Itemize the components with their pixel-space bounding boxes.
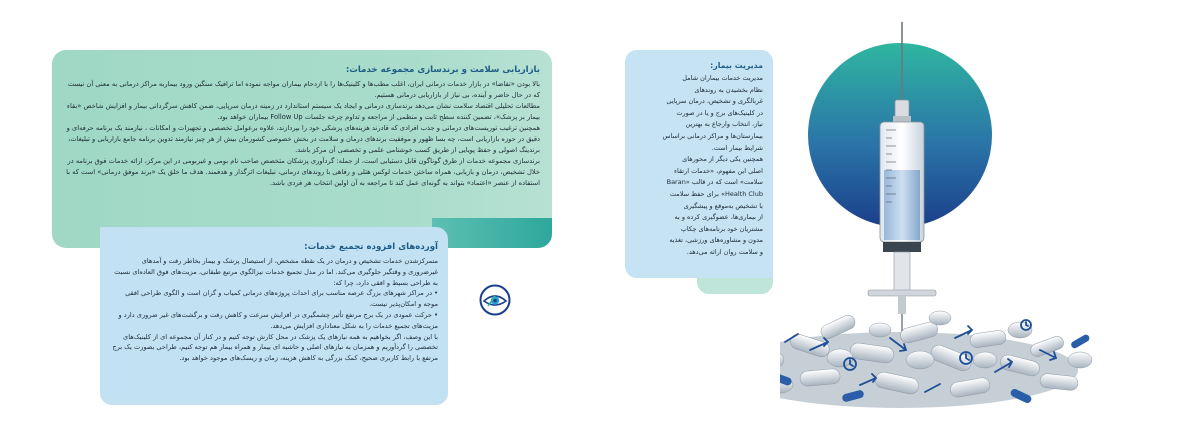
pm-line: مشتریان خود برنامه‌های چکاپ <box>680 224 763 233</box>
plunger-head <box>883 242 921 252</box>
pm-line: نظام بخشیدن به روندهای <box>694 85 763 94</box>
marketing-card <box>52 50 552 248</box>
marketing-paragraph: برندسازی مجموعه خدمات از طرق گوناگون قابل دستیابی است، از جمله: گردآوری پزشکان متخصص صاحب نام بومی و غیربومی در این مرکز، ارائه خدمات فوق برنامه در خلال تشخیص، درمان و بازیابی، همراه ساختن خدمات لوکس هتلی و رفاهی با روندهای درمانی، تبلیغات اثرگذار و هدفمند. هدف ما خلق یک «برند موفق درمانی» است که با استفاده از عنصر «اعتماد» بتواند به گونه‌ای عمل کند تا مراجعه به آن اولین انتخاب هر فردی باشد. <box>66 157 540 187</box>
eye-logo-icon <box>479 284 511 316</box>
marketing-title: بازاریابی سلامت و برندسازی مجموعه خدمات: <box>345 65 540 75</box>
services-item: با این وصف، اگر بخواهیم به همه نیازهای یک پزشک در محل کارش توجه کنیم و در کنار آن مجموعه ای از کلینیک‌های تخصصی را گردآوریم و همزمان به نیازهای اصلی و حاشیه ای بیمار و همراه بیمار هم توجه کنیم، طراحی بصورت یک برج مرتفع با رابط کاربری صحیح، کمک بزرگی به کاهش هزینه، زمان و ریسک‌های موجود خواهد بود. <box>112 332 438 363</box>
pm-line: همچنین یکی دیگر از محورهای <box>682 155 763 164</box>
syringe-fluid <box>884 170 920 240</box>
marketing-paragraph: مطالعات تحلیلی اقتصاد سلامت نشان می‌دهد برندسازی درمانی و ایجاد یک سیستم استاندارد در زمینه درمان سرپایی، ضمن کاهش سرگردانی بیمار و افزایش شاخص «بقاء بیمار بر پزشک»، تضمین کننده سطح ثابت و منظمی از مراجعه و تداوم چرخه جلسات Follow Up بیماران خواهد بود. <box>66 102 540 121</box>
card-accent <box>432 218 552 248</box>
pm-line: در کلینیک‌های برج و یا در صورت <box>676 108 763 117</box>
pm-line: Health Club» برای حفظ سلامت <box>669 189 763 198</box>
pm-line: از بیماری‌ها، عضوگیری کرده و به <box>674 213 763 222</box>
marketing-paragraph: همچنین ترغیب توریست‌های درمانی و جذب افرادی که قادرند هزینه‌های پزشکی خود را بپردازند، علاوه برعوامل تخصصی و تجهیزات و امکانات ، نیازمند یک برنامه حرفه‌ای و دقیق در حوزه بازاریابی است، چه بسا ظهور و موفقیت برندهای درمان و سلامت در بخش خصوصی کشورمان بیش از هر چیز نیازمند تدوین برنامه جامع بازاریابی و تبلیغات، برندینگ اصولی و حفظ پویایی از طریق کسب خوشنامی علمی و تخصصی آن مرکز باشد. <box>66 124 540 154</box>
pm-title: مدیریت بیمار: <box>710 61 763 70</box>
marketing-paragraph: بالا بودن «تقاضا» در بازار خدمات درمانی ایران، اغلب مطب‌ها و کلینیک‌ها را با ازدحام بیماران مواجه نموده اما ترافیک سنگین ورود بیماربه مراکز درمانی به معنی آن نیست که در حال حاضر و آینده، بی نیاز از بازاریابی درمانی هستیم. <box>67 80 540 99</box>
services-item: • حرکت عمودی در یک برج مرتفع تأثیر چشمگیری در افزایش سرعت و کاهش رفت و برگشت‌های غیر ضروری دارد و مزیت‌های تجمیع خدمات را به شکل معناداری افزایش می‌دهد. <box>118 310 438 330</box>
pm-line: با تشخیص به‌موقع و پیشگیری <box>683 201 763 210</box>
pm-line: مدون و مشاوره‌های ورزشی، تغذیه <box>669 236 763 245</box>
pm-line: مدیریت خدمات بیماران شامل <box>682 74 763 82</box>
plunger-rod <box>894 252 910 292</box>
services-item: • در مراکز شهرهای بزرگ عرصه مناسب برای احداث پروژه‌های درمانی کمیاب و گران است و الگوی طراحی افقی موجه و امکان‌پذیر نیست. <box>125 289 438 309</box>
pm-line: و سلامت روان ارائه می‌دهد. <box>686 247 763 256</box>
syringe-illustration <box>780 20 1160 415</box>
pm-line: نیاز، انتخاب وارجاع به بهترین <box>685 120 763 129</box>
patient-management-card <box>625 50 773 278</box>
pm-line: اصلی این مفهوم، «خدمات ارتقاء <box>673 166 763 175</box>
services-title: آورده‌های افزوده تجمیع خدمات: <box>304 242 438 252</box>
finger-flange <box>868 290 936 296</box>
services-item: متمرکزشدن خدمات تشخیص و درمان در یک نقطه مشخص، از استیصال پزشک و بیمار بخاطر رفت و آمدهای غیرضروری و وقتگیر جلوگیری می‌کند. اما در مدل تجمیع خدمات نیزالگوی مرتبع طبقاتی، مزیت‌های فوق العاده‌ای نسبت به طراحی بسیط و افقی دارد، چرا که: <box>114 257 438 287</box>
services-card <box>100 227 448 405</box>
pm-line: شرایط بیمار است. <box>711 143 763 152</box>
pills-pile <box>780 311 1092 408</box>
pm-line: بیمارستان‌ها و مراکز درمانی براساس <box>662 131 763 140</box>
pm-line: غربالگری و تشخیص، درمان سرپایی <box>666 97 763 106</box>
pm-line: سلامت» است که در قالب «Baran <box>666 178 763 187</box>
